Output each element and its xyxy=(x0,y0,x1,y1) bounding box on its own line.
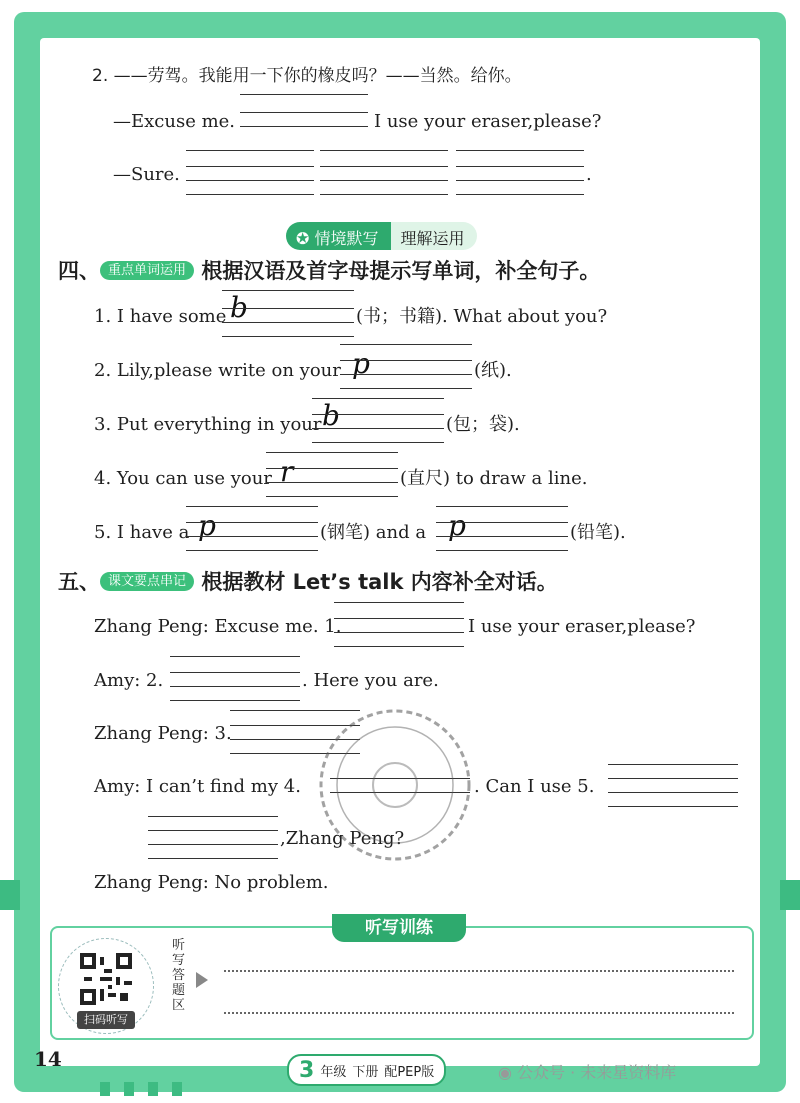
answer-line xyxy=(240,94,368,95)
answer-line xyxy=(340,360,472,361)
answer-line xyxy=(436,506,568,507)
s5-line1-post: I use your eraser,please? xyxy=(468,616,696,637)
answer-line xyxy=(148,830,278,831)
answer-line xyxy=(320,150,448,151)
s4-item2-letter: p xyxy=(352,347,370,380)
answer-line xyxy=(222,308,354,309)
answer-line xyxy=(170,672,300,673)
wechat-watermark: ◉ 公众号 · 未来星资料库 xyxy=(498,1063,677,1082)
s4-item5-end: (铅笔). xyxy=(570,522,626,543)
s5-line3-pre: Zhang Peng: 3. xyxy=(94,723,232,744)
grade-number: 3 xyxy=(299,1057,315,1083)
answer-line xyxy=(456,180,584,181)
section-banner xyxy=(286,222,477,250)
stamp-watermark xyxy=(310,700,480,870)
q2-line2-pre: —Sure. xyxy=(113,164,180,185)
s4-item2-pre: 2. Lily,please write on your xyxy=(94,360,341,381)
answer-line xyxy=(608,792,738,793)
answer-line xyxy=(320,166,448,167)
s5-line6: Zhang Peng: No problem. xyxy=(94,872,329,893)
answer-line xyxy=(334,602,464,603)
section5-tag: 课文要点串记 xyxy=(100,572,194,591)
answer-line xyxy=(320,194,448,195)
answer-line xyxy=(186,150,314,151)
medal-icon: ✪ xyxy=(296,229,315,248)
s5-line2-post: . Here you are. xyxy=(302,670,439,691)
s4-item5-letter1: p xyxy=(198,509,216,542)
section5-title: 根据教材 Let’s talk 内容补全对话。 xyxy=(201,570,558,594)
wechat-icon: ◉ xyxy=(498,1063,518,1082)
q2-line2-end: . xyxy=(586,164,592,185)
s5-line5: ,Zhang Peng? xyxy=(280,828,405,849)
answer-line xyxy=(186,166,314,167)
answer-line xyxy=(436,550,568,551)
answer-line xyxy=(340,344,472,345)
s4-item5-pre: 5. I have a xyxy=(94,522,190,543)
answer-line xyxy=(186,536,318,537)
grade-text: 年级 xyxy=(320,1064,347,1080)
answer-line xyxy=(456,150,584,151)
dictation-side-label: 听写答题区 xyxy=(172,938,186,1013)
q2-line1-post: I use your eraser,please? xyxy=(374,111,602,132)
footer-tick xyxy=(100,1082,110,1096)
qr-circle[interactable] xyxy=(58,938,154,1034)
answer-line xyxy=(340,388,472,389)
section4-tag: 重点单词运用 xyxy=(100,261,194,280)
s4-item2-hint: (纸). xyxy=(474,360,512,381)
answer-line xyxy=(608,806,738,807)
s4-item1-pre: 1. I have some xyxy=(94,306,227,327)
page-number: 14 xyxy=(34,1047,62,1071)
answer-line xyxy=(240,112,368,113)
answer-line xyxy=(312,428,444,429)
answer-line xyxy=(608,764,738,765)
answer-line xyxy=(608,778,738,779)
edition-text: 配PEP版 xyxy=(384,1064,435,1080)
answer-line xyxy=(334,632,464,633)
s4-item5-mid: (钢笔) and a xyxy=(320,522,427,543)
dictation-panel xyxy=(44,920,756,1040)
qr-code-icon xyxy=(80,953,132,1005)
s5-line4-pre: Amy: I can’t find my 4. xyxy=(94,776,301,797)
answer-line xyxy=(222,322,354,323)
answer-line xyxy=(334,646,464,647)
answer-line xyxy=(170,700,300,701)
section4-heading: 四、 重点单词运用 根据汉语及首字母提示写单词，补全句子。 xyxy=(58,259,601,283)
s4-item3-letter: b xyxy=(322,399,340,432)
section4-title: 根据汉语及首字母提示写单词，补全句子。 xyxy=(201,259,601,283)
answer-line xyxy=(222,336,354,337)
s4-item3-pre: 3. Put everything in your xyxy=(94,414,322,435)
section5-heading: 五、 课文要点串记 根据教材 Let’s talk 内容补全对话。 xyxy=(58,570,558,594)
answer-line xyxy=(186,550,318,551)
s4-item4-pre: 4. You can use your xyxy=(94,468,272,489)
answer-line xyxy=(186,522,318,523)
banner-part2: 理解运用 xyxy=(391,222,477,250)
answer-line xyxy=(266,496,398,497)
answer-line xyxy=(186,506,318,507)
dictation-title: 听写训练 xyxy=(332,914,466,942)
answer-line xyxy=(340,374,472,375)
grade-badge xyxy=(287,1054,446,1086)
answer-line xyxy=(148,816,278,817)
answer-line xyxy=(266,452,398,453)
qr-label: 扫码听写 xyxy=(77,1011,135,1029)
answer-line xyxy=(456,194,584,195)
s4-item4-hint: (直尺) to draw a line. xyxy=(400,468,588,489)
answer-line xyxy=(186,180,314,181)
s5-line2-pre: Amy: 2. xyxy=(94,670,164,691)
dictation-line-1[interactable] xyxy=(224,970,734,972)
answer-line xyxy=(170,686,300,687)
answer-line xyxy=(266,468,398,469)
q2-line1-pre: —Excuse me. xyxy=(113,111,236,132)
answer-line xyxy=(456,166,584,167)
s5-line4-mid: . Can I use 5. xyxy=(474,776,595,797)
answer-line xyxy=(312,442,444,443)
play-arrow-icon xyxy=(196,972,208,988)
s4-item3-hint: (包；袋). xyxy=(446,414,520,435)
answer-line xyxy=(320,180,448,181)
answer-line xyxy=(266,482,398,483)
s5-line1-pre: Zhang Peng: Excuse me. 1. xyxy=(94,616,342,637)
answer-line xyxy=(186,194,314,195)
footer-tick xyxy=(148,1082,158,1096)
answer-line xyxy=(334,618,464,619)
footer-tick xyxy=(172,1082,182,1096)
answer-line xyxy=(148,858,278,859)
answer-line xyxy=(170,656,300,657)
volume-text: 下册 xyxy=(352,1064,379,1080)
s4-item5-letter2: p xyxy=(448,509,466,542)
footer-tick xyxy=(124,1082,134,1096)
answer-line xyxy=(436,522,568,523)
s4-item1-hint: (书；书籍). What about you? xyxy=(356,306,608,327)
answer-line xyxy=(240,126,368,127)
answer-line xyxy=(436,536,568,537)
dictation-line-2[interactable] xyxy=(224,1012,734,1014)
banner-part1: ✪ 情境默写 xyxy=(286,222,391,250)
dictation-box xyxy=(50,926,754,1040)
answer-line xyxy=(312,414,444,415)
q2-chinese: 2. ——劳驾。我能用一下你的橡皮吗？——当然。给你。 xyxy=(92,66,522,86)
answer-line xyxy=(148,844,278,845)
s4-item4-letter: r xyxy=(280,455,294,488)
s4-item1-letter: b xyxy=(230,291,248,324)
